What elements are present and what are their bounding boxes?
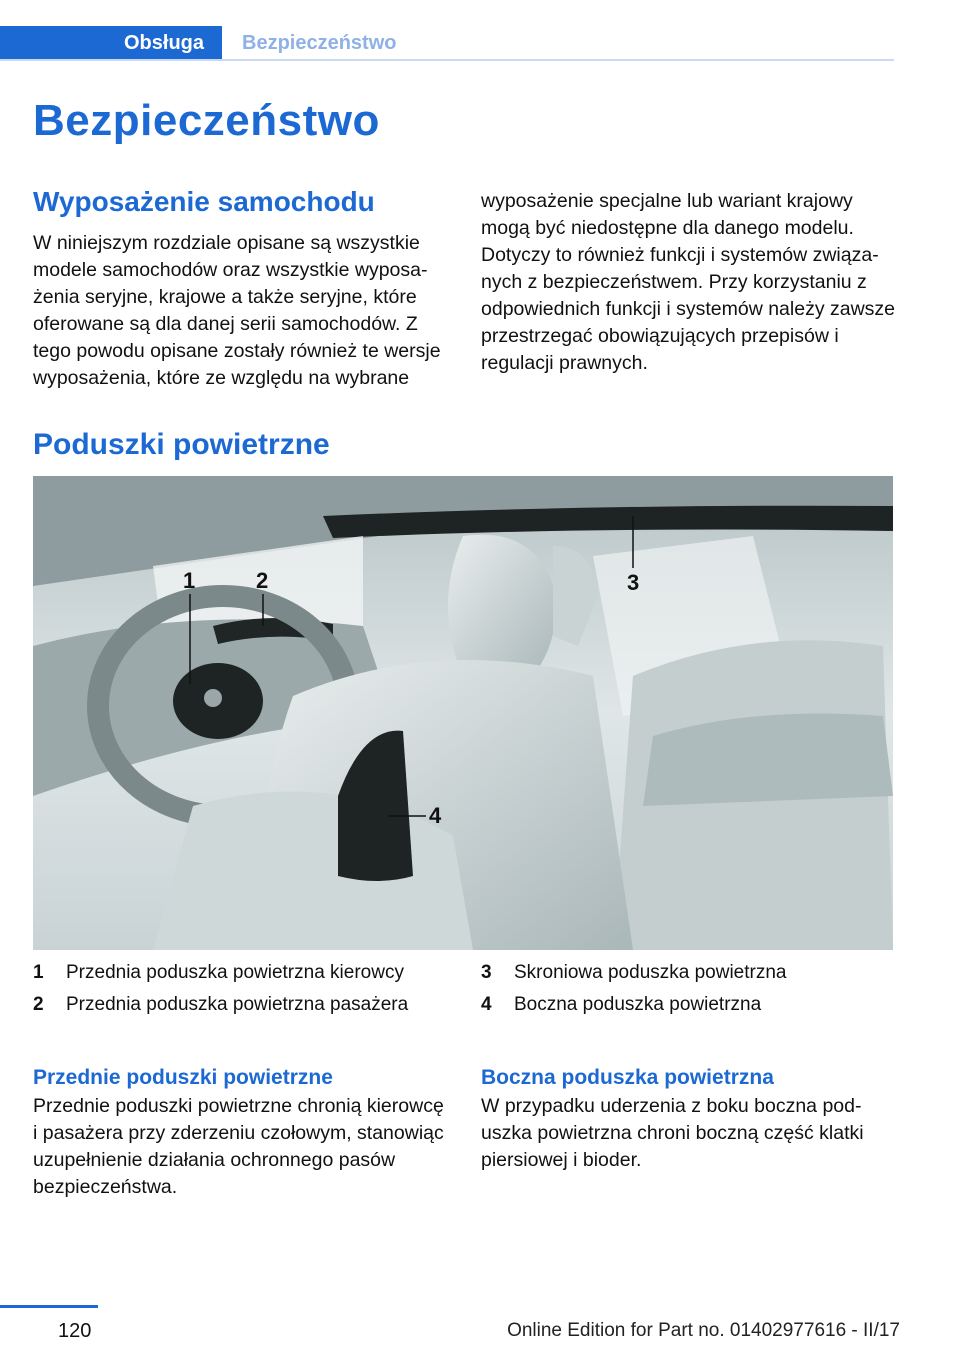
airbag-illustration bbox=[33, 476, 893, 950]
tab-bezpieczenstwo[interactable]: Bezpieczeństwo bbox=[242, 31, 397, 54]
edition-note: Online Edition for Part no. 01402977616 - II/17 bbox=[507, 1320, 900, 1341]
legend-text: Boczna poduszka powietrzna bbox=[514, 994, 762, 1015]
legend-number: 1 bbox=[33, 962, 44, 983]
equipment-text-right bbox=[481, 188, 897, 377]
legend-right bbox=[481, 957, 787, 1021]
legend-item bbox=[481, 989, 787, 1021]
legend-item bbox=[33, 989, 408, 1021]
page-number: 120 bbox=[58, 1320, 92, 1342]
front-airbags-text: Przednie poduszki powietrzne chronią kierowcę i pasażera przy zderzeniu czołowym, stanowiąc uzupełnienie działania ochronnego pasów bezpieczeństwa. bbox=[33, 1095, 444, 1198]
section-heading-airbags: Poduszki powietrzne bbox=[33, 428, 330, 461]
callout-3: 3 bbox=[627, 570, 640, 595]
legend-item bbox=[33, 957, 408, 989]
side-airbag-section bbox=[481, 1064, 897, 1174]
side-airbag-heading: Boczna poduszka powietrzna bbox=[481, 1066, 774, 1089]
header-tabs bbox=[0, 26, 396, 60]
car-interior-drawing bbox=[33, 476, 893, 950]
front-airbags-heading: Przednie poduszki powietrzne bbox=[33, 1066, 333, 1089]
footer-rule bbox=[0, 1305, 98, 1308]
equipment-paragraph-left: W niniejszym rozdziale opisane są wszystkie modele samochodów oraz wszystkie wyposażenia seryjne, krajowe a także seryjne, które oferowane są dla danej serii samochodów. Z tego powodu opisane zostały również te wersje wyposażenia, które ze względu na wybrane bbox=[33, 232, 441, 389]
callout-1: 1 bbox=[183, 568, 196, 593]
side-airbag-text: W przypadku uderzenia z boku boczna poduszka powietrzna chroni boczną część klatki piersiowej i bioder. bbox=[481, 1095, 864, 1171]
callout-4: 4 bbox=[429, 803, 442, 828]
page-title: Bezpieczeństwo bbox=[33, 96, 380, 145]
legend-text: Przednia poduszka powietrzna kierowcy bbox=[66, 962, 404, 983]
section-heading-equipment: Wyposażenie samochodu bbox=[33, 186, 375, 217]
legend-text: Przednia poduszka powietrzna pasażera bbox=[66, 994, 409, 1015]
tab-obsluga[interactable]: Obsługa bbox=[0, 26, 222, 60]
equipment-paragraph-right: wyposażenie specjalne lub wariant krajowy mogą być niedostępne dla danego modelu. Dotyczy to również funkcji i systemów związanych z bezpieczeństwem. Przy korzystaniu z odpowiednich funkcji i systemów należy zawsze przestrzegać obowiązujących przepisów i regulacji prawnych. bbox=[481, 190, 896, 374]
legend-item bbox=[481, 957, 787, 989]
legend-text: Skroniowa poduszka powietrzna bbox=[514, 962, 787, 983]
legend-number: 2 bbox=[33, 994, 44, 1015]
header-rule bbox=[0, 59, 894, 61]
front-airbags-section bbox=[33, 1064, 449, 1201]
legend-number: 3 bbox=[481, 962, 492, 983]
legend-left bbox=[33, 957, 408, 1021]
callout-2: 2 bbox=[256, 568, 269, 593]
legend-number: 4 bbox=[481, 994, 492, 1015]
equipment-text-left bbox=[33, 230, 449, 392]
